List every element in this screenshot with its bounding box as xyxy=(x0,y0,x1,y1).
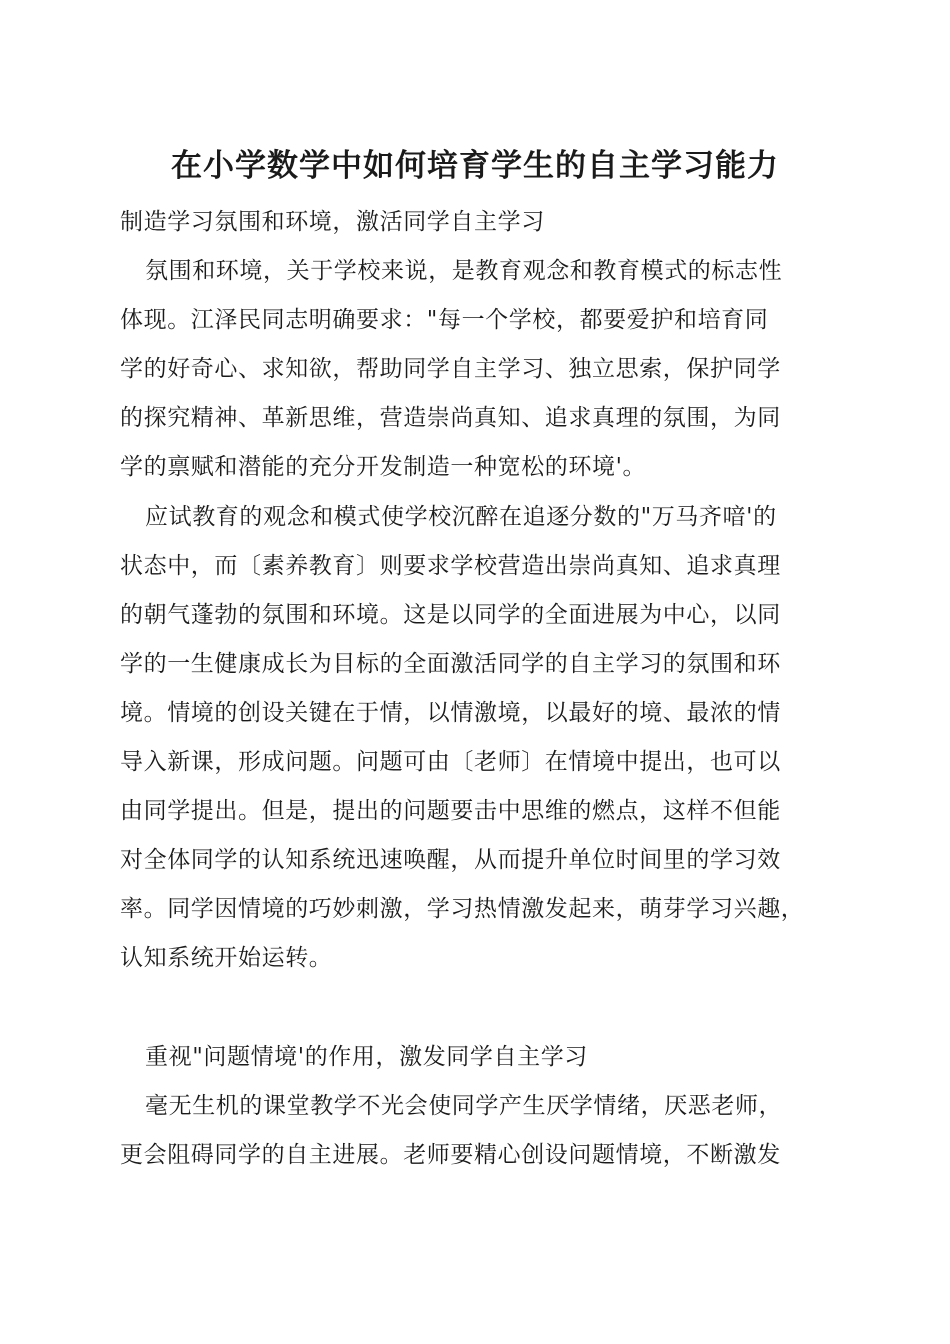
document-body xyxy=(120,198,832,1180)
paragraph-line: 氛围和环境，关于学校来说，是教育观念和教育模式的标志性 xyxy=(145,258,783,285)
paragraph-line: 导入新课，形成问题。问题可由〔老师〕在情境中提出，也可以 xyxy=(120,749,781,776)
paragraph-line: 学的一生健康成长为目标的全面激活同学的自主学习的氛围和环 xyxy=(120,650,781,677)
paragraph-line: 更会阻碍同学的自主进展。老师要精心创设问题情境，不断激发 xyxy=(120,1141,781,1168)
section-heading: 重视"问题情境'的作用，激发同学自主学习 xyxy=(145,1043,588,1070)
document-title: 在小学数学中如何培育学生的自主学习能力 xyxy=(171,148,779,184)
paragraph-line: 的朝气蓬勃的氛围和环境。这是以同学的全面进展为中心，以同 xyxy=(120,601,781,628)
paragraph-line: 的探究精神、革新思维，营造崇尚真知、追求真理的氛围，为同 xyxy=(120,405,781,432)
paragraph-line: 率。同学因情境的巧妙刺激，学习热情激发起来，萌芽学习兴趣， xyxy=(120,896,805,923)
paragraph-line: 状态中，而〔素养教育〕则要求学校营造出崇尚真知、追求真理 xyxy=(120,552,781,579)
paragraph-line: 毫无生机的课堂教学不光会使同学产生厌学情绪，厌恶老师， xyxy=(145,1092,783,1119)
paragraph-line: 境。情境的创设关键在于情，以情激境，以最好的境、最浓的情 xyxy=(120,699,781,726)
paragraph-line: 体现。江泽民同志明确要求："每一个学校，都要爱护和培育同 xyxy=(120,307,769,334)
paragraph-line: 对全体同学的认知系统迅速唤醒，从而提升单位时间里的学习效 xyxy=(120,847,781,874)
paragraph-line: 学的好奇心、求知欲，帮助同学自主学习、独立思索，保护同学 xyxy=(120,356,781,383)
paragraph-line: 学的禀赋和潜能的充分开发制造一种宽松的环境'。 xyxy=(120,454,647,481)
paragraph-line: 由同学提出。但是，提出的问题要击中思维的燃点，这样不但能 xyxy=(120,798,781,825)
section-heading: 制造学习氛围和环境，激活同学自主学习 xyxy=(120,209,545,235)
blank-line xyxy=(120,984,832,1033)
paragraph-line: 应试教育的观念和模式使学校沉醉在追逐分数的"万马齐喑'的 xyxy=(145,503,777,530)
paragraph-line: 认知系统开始运转。 xyxy=(120,945,333,972)
